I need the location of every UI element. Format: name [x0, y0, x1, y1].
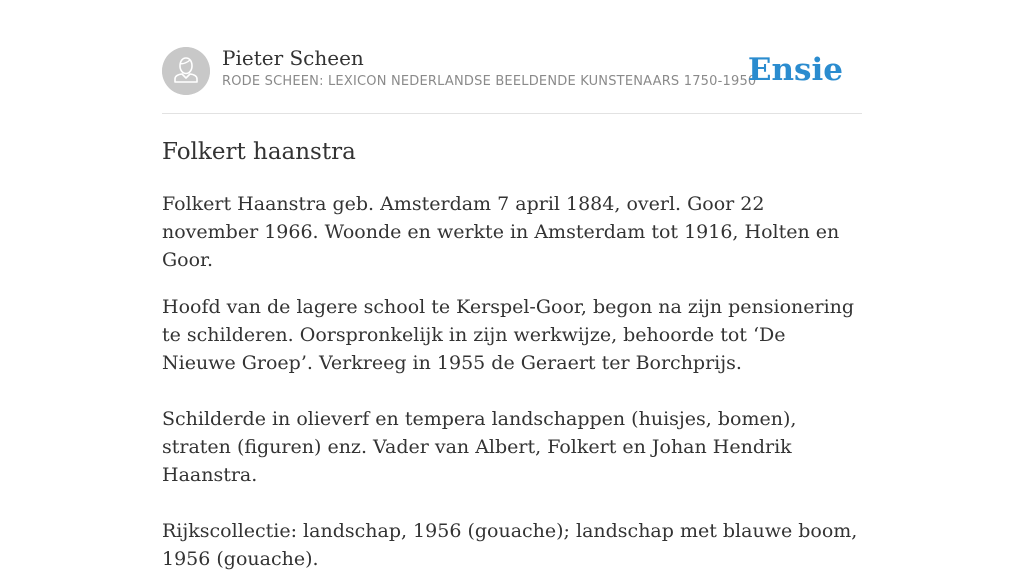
ensie-logo[interactable]: Ensie	[747, 52, 843, 88]
article-paragraph: Hoofd van de lagere school te Kerspel-Goor, begon na zijn pensionering te schilderen. Oorspronkelijk in zijn werkwijze, behoorde tot ‘De Nieuwe Groep’. Verkreeg in 1955 de Geraert ter Borchprijs.	[162, 296, 855, 374]
author-header	[162, 46, 862, 114]
user-icon	[162, 47, 210, 95]
article	[162, 136, 862, 573]
source-title[interactable]: RODE SCHEEN: LEXICON NEDERLANDSE BEELDENDE KUNSTENAARS 1750-1950	[222, 74, 757, 89]
article-paragraph: Rijkscollectie: landschap, 1956 (gouache); landschap met blauwe boom, 1956 (gouache).	[162, 520, 858, 570]
author-avatar[interactable]	[162, 47, 210, 95]
article-title: Folkert haanstra	[162, 139, 356, 165]
article-paragraph: Schilderde in olieverf en tempera landschappen (huisjes, bomen), straten (figuren) enz. Vader van Albert, Folkert en Johan Hendrik Haanstra.	[162, 408, 797, 486]
author-name[interactable]: Pieter Scheen	[222, 46, 364, 70]
article-paragraph: Folkert Haanstra geb. Amsterdam 7 april 1884, overl. Goor 22 november 1966. Woonde en werkte in Amsterdam tot 1916, Holten en Goor.	[162, 193, 840, 271]
